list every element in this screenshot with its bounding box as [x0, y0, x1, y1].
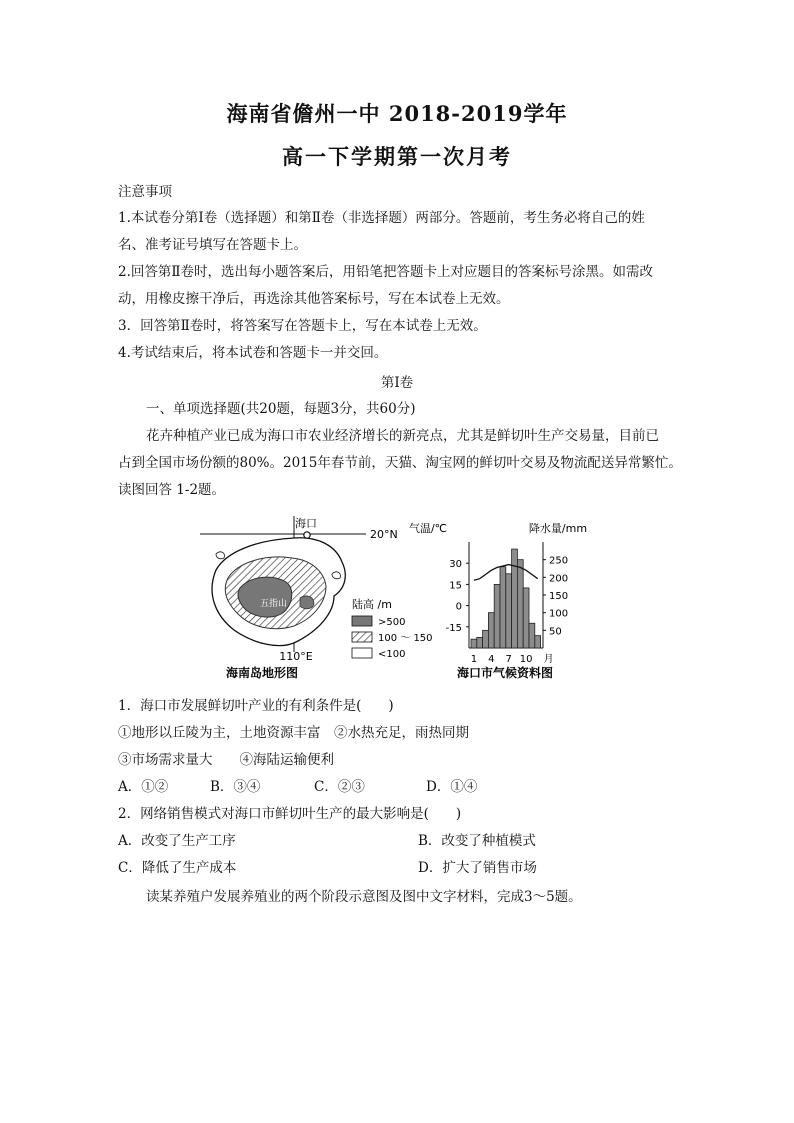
precipitation-bar — [483, 630, 489, 648]
notice-line: 1.本试卷分第Ⅰ卷（选择题）和第Ⅱ卷（非选择题）两部分。答题前，考生务必将自己的姓 — [118, 210, 645, 226]
passage-line: 占到全国市场份额的80%。2015年春节前，天猫、淘宝网的鲜切叶交易及物流配送异常繁忙。 — [118, 455, 682, 471]
volume-heading: 第Ⅰ卷 — [380, 375, 414, 391]
option-a[interactable]: A．①② — [118, 779, 169, 795]
question-1-statements: ①地形以丘陵为主，土地资源丰富 ②水热充足，雨热同期 — [118, 725, 469, 741]
map-latitude-label: 20°N — [370, 528, 398, 541]
precipitation-bar — [471, 639, 477, 648]
map-mountain-label: 五指山 — [260, 599, 288, 609]
x-tick-label: 10 — [519, 654, 533, 665]
left-tick-label: 0 — [455, 601, 462, 613]
precipitation-bar — [523, 588, 529, 648]
precipitation-bar — [506, 574, 512, 648]
chart-left-axis-title: 气温/℃ — [408, 522, 448, 535]
notice-line: 3．回答第Ⅱ卷时，将答案写在答题卡上，写在本试卷上无效。 — [118, 318, 487, 334]
precipitation-bar — [517, 560, 523, 648]
hainan-map — [200, 516, 433, 680]
notice-line: 4.考试结束后，将本试卷和答题卡一并交回。 — [118, 345, 388, 361]
right-tick-label: 150 — [549, 591, 569, 602]
notice-line: 名、准考证号填写在答题卡上。 — [118, 237, 307, 253]
x-tick-label: 1 — [470, 654, 478, 665]
x-tick-label: 7 — [505, 654, 512, 665]
map-caption: 海南岛地形图 — [225, 666, 299, 680]
right-tick-label: 50 — [549, 626, 562, 638]
next-section-intro: 读某养殖户发展养殖业的两个阶段示意图及图中文字材料，完成3～5题。 — [146, 889, 582, 905]
option-b[interactable]: B．③④ — [210, 779, 261, 795]
passage-line: 花卉种植产业已成为海口市农业经济增长的新亮点，尤其是鲜切叶生产交易量，目前已 — [146, 428, 659, 444]
option-c[interactable]: C．降低了生产成本 — [118, 860, 237, 876]
climate-chart — [409, 521, 587, 680]
notice-heading: 注意事项 — [118, 184, 172, 200]
precipitation-bar — [477, 637, 483, 648]
left-tick-label: 30 — [449, 559, 462, 571]
map-city-label: 海口 — [295, 517, 317, 530]
option-d[interactable]: D．扩大了销售市场 — [418, 860, 537, 876]
right-tick-label: 200 — [549, 573, 569, 585]
legend-label: >500 — [378, 617, 406, 628]
option-d[interactable]: D．①④ — [426, 779, 478, 795]
right-tick-label: 100 — [549, 608, 569, 620]
left-tick-label: -15 — [445, 622, 462, 634]
section-heading: 一、单项选择题(共20题，每题3分，共60分) — [146, 401, 416, 417]
question-1-stem: 1．海口市发展鲜切叶产业的有利条件是( ) — [118, 698, 394, 714]
figure-area — [196, 512, 606, 682]
precipitation-bar — [512, 549, 518, 648]
right-tick-label: 250 — [549, 555, 569, 567]
option-a[interactable]: A．改变了生产工序 — [118, 833, 236, 849]
chart-caption: 海口市气候资料图 — [456, 666, 554, 680]
legend-title: 陆高 /m — [352, 598, 392, 611]
option-c[interactable]: C．②③ — [314, 779, 365, 795]
map-longitude-label: 110°E — [279, 650, 313, 663]
chart-right-axis-title: 降水量/mm — [528, 522, 588, 535]
passage-line: 读图回答 1-2题。 — [118, 482, 226, 498]
x-tick-label: 月 — [543, 654, 554, 665]
notice-line: 2.回答第Ⅱ卷时，选出每小题答案后，用铅笔把答题卡上对应题目的答案标号涂黑。如需改 — [118, 264, 654, 280]
haikou-marker — [304, 532, 310, 538]
precipitation-bar — [535, 636, 541, 648]
option-b[interactable]: B．改变了种植模式 — [418, 833, 536, 849]
legend-swatch-high — [352, 616, 372, 626]
left-tick-label: 15 — [449, 580, 462, 592]
legend-swatch-low — [352, 648, 372, 658]
exam-subtitle: 高一下学期第一次月考 — [282, 144, 512, 169]
legend-swatch-mid — [352, 632, 372, 642]
legend-label: 100 ～ 150 — [378, 633, 433, 644]
question-2-stem: 2．网络销售模式对海口市鲜切叶生产的最大影响是( ) — [118, 806, 462, 822]
precipitation-bar — [500, 567, 506, 648]
exam-title: 海南省儋州一中 2018-2019学年 — [226, 101, 568, 126]
notice-line: 动，用橡皮擦干净后，再选涂其他答案标号，写在本试卷上无效。 — [118, 291, 510, 307]
question-1-statements: ③市场需求量大 ④海陆运输便利 — [118, 752, 334, 768]
precipitation-bar — [488, 613, 494, 648]
x-tick-label: 4 — [488, 654, 495, 665]
legend-label: <100 — [378, 649, 406, 660]
precipitation-bar — [494, 584, 500, 648]
precipitation-bar — [529, 623, 535, 648]
